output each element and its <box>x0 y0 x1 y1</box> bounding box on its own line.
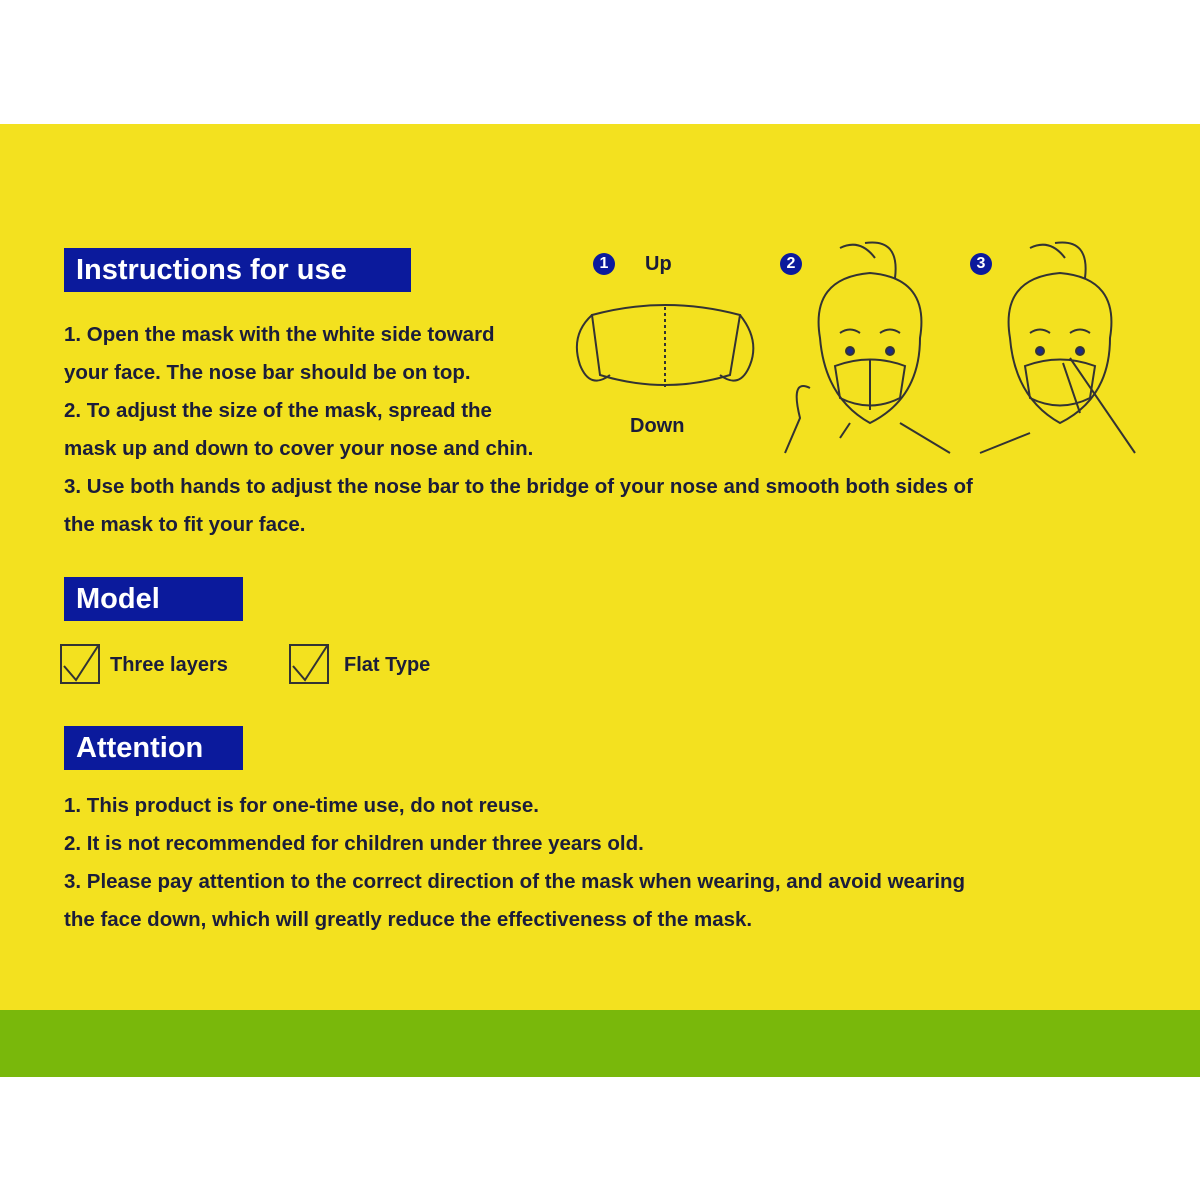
flat-type-checkbox <box>289 644 329 684</box>
checkmark-icon <box>60 644 100 684</box>
step-2-badge: 2 <box>780 253 802 275</box>
three-layers-checkbox <box>60 644 100 684</box>
checkmark-icon <box>289 644 329 684</box>
model-heading: Model <box>64 577 243 621</box>
instruction-line: mask up and down to cover your nose and chin. <box>64 437 534 460</box>
flat-type-label: Flat Type <box>344 654 431 676</box>
up-label: Up <box>645 253 672 275</box>
three-layers-label: Three layers <box>110 654 228 676</box>
instruction-line: your face. The nose bar should be on top. <box>64 361 471 384</box>
attention-line: 3. Please pay attention to the correct direction of the mask when wearing, and avoid wearing <box>64 870 966 893</box>
attention-line: 2. It is not recommended for children under three years old. <box>64 832 644 855</box>
instruction-line: 3. Use both hands to adjust the nose bar to the bridge of your nose and smooth both sides of <box>64 475 973 498</box>
green-footer-band <box>0 1010 1200 1077</box>
face-adjust-illustration <box>780 238 955 458</box>
face-nose-bar-illustration <box>975 238 1145 458</box>
attention-heading: Attention <box>64 726 243 770</box>
step-3-badge: 3 <box>970 253 992 275</box>
instruction-line: 2. To adjust the size of the mask, spread the <box>64 399 492 422</box>
down-label: Down <box>630 415 685 437</box>
instructions-heading: Instructions for use <box>64 248 411 292</box>
instruction-line: 1. Open the mask with the white side toward <box>64 323 495 346</box>
step-1-badge: 1 <box>593 253 615 275</box>
attention-line: 1. This product is for one-time use, do not reuse. <box>64 794 539 817</box>
attention-line: the face down, which will greatly reduce the effectiveness of the mask. <box>64 908 753 931</box>
mask-illustration <box>570 295 760 405</box>
instruction-line: the mask to fit your face. <box>64 513 306 536</box>
